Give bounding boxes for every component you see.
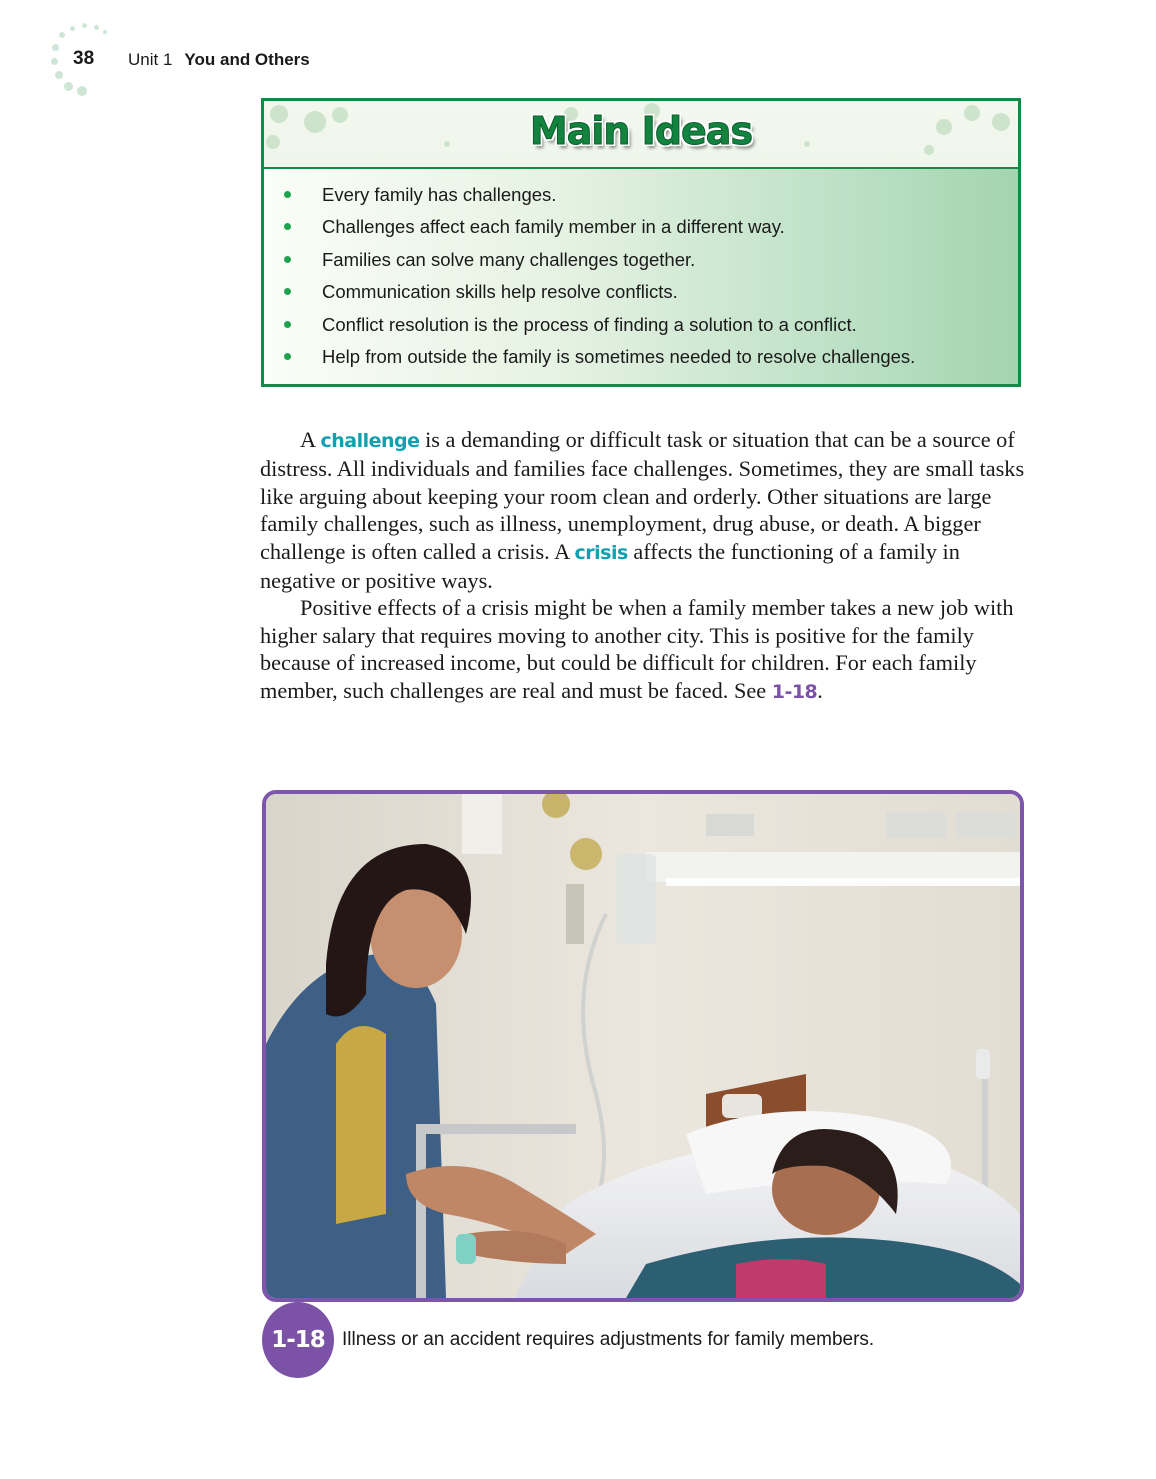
main-ideas-box [261,98,1021,387]
bullet-icon [284,321,291,328]
main-idea-item: Families can solve many challenges together. [264,248,1018,280]
main-idea-item: Communication skills help resolve conflicts. [264,280,1018,312]
main-idea-item: Every family has challenges. [264,183,1018,215]
hospital-scene-illustration [266,794,1020,1298]
key-term-crisis: crisis [574,541,628,564]
main-idea-item: Challenges affect each family member in a different way. [264,215,1018,247]
figure-number-badge: 1-18 [262,1302,334,1378]
unit-label: Unit 1 [128,50,173,69]
figure-reference-link[interactable]: 1-18 [771,680,818,703]
unit-title: You and Others [184,50,310,69]
running-header [128,50,310,70]
bullet-icon [284,223,291,230]
page-number: 38 [73,48,95,69]
bullet-icon [284,288,291,295]
bullet-icon [284,256,291,263]
key-term-challenge: challenge [320,430,420,452]
figure-photo [262,790,1024,1302]
figure-caption: Illness or an accident requires adjustments for family members. [342,1329,875,1350]
bullet-icon [284,191,291,198]
paragraph-1: A challenge is a demanding or difficult task or situation that can be a source of distress. All individuals and families face challenges. Sometimes, they are small tasks like arguing about keeping your room clean and orderly. Other situations are large family challenges, such as illness, unemployment, drug abuse, or death. A bigger challenge is often called a crisis. A crisis affects the functioning of a family in negative or positive ways. [260,427,1025,594]
body-text [260,426,1030,706]
main-ideas-title: Main Ideas [529,109,753,153]
main-ideas-list [264,169,1018,377]
main-ideas-header [264,101,1018,169]
main-idea-item: Help from outside the family is sometimes needed to resolve challenges. [264,345,1018,377]
paragraph-2: Positive effects of a crisis might be when a family member takes a new job with higher salary that requires moving to another city. This is positive for the family because of increased income, but could be difficult for children. For each family member, such challenges are real and must be faced. See 1-18. [260,595,1014,703]
main-idea-item: Conflict resolution is the process of finding a solution to a conflict. [264,313,1018,345]
bullet-icon [284,353,291,360]
